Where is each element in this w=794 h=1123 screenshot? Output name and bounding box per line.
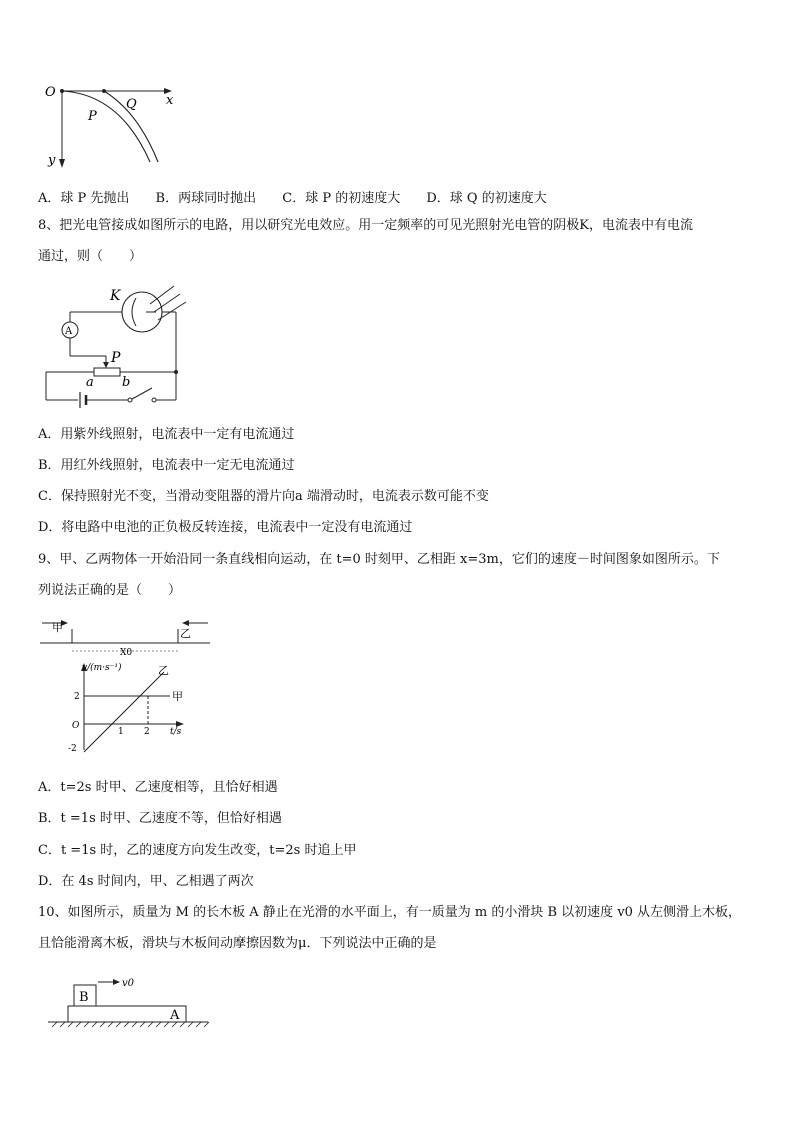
q9-stem-line2: 列说法正确的是（ ）: [38, 583, 182, 598]
line-label-jia: 甲: [172, 690, 183, 703]
label-x0: X0: [120, 648, 133, 655]
origin-label: O: [45, 85, 56, 100]
label-P: P: [111, 350, 121, 366]
q9-option-b: B．t =1s 时甲、乙速度不等，但恰好相遇: [38, 811, 282, 826]
label-yi: 乙: [180, 627, 191, 640]
q7-projectile-figure: [40, 82, 190, 172]
q7-option-c: C．球 P 的初速度大: [282, 191, 401, 206]
q8-circuit-figure: [40, 282, 190, 412]
label-jia: 甲: [52, 621, 63, 634]
q9-option-a: A．t=2s 时甲、乙速度相等，且恰好相遇: [38, 780, 278, 795]
ammeter-label: A: [65, 326, 73, 337]
tick-2: 2: [74, 692, 80, 702]
label-b: b: [122, 375, 131, 390]
q10-stem-line2: 且恰能滑离木板，滑块与木板间动摩擦因数为μ．下列说法中正确的是: [38, 936, 437, 951]
label-a: a: [86, 375, 94, 390]
label-B: B: [79, 990, 89, 1005]
q10-block-figure: [44, 972, 214, 1032]
label-Q: Q: [126, 97, 137, 112]
q8-option-b: B．用红外线照射，电流表中一定无电流通过: [38, 458, 295, 473]
y-axis-label: y: [48, 153, 56, 168]
q8-option-a: A．用紫外线照射，电流表中一定有电流通过: [38, 427, 295, 442]
q9-option-d: D．在 4s 时间内，甲、乙相遇了两次: [38, 874, 254, 889]
label-P: P: [88, 109, 97, 124]
tick-neg2: -2: [68, 744, 77, 754]
x-axis-label: x: [166, 93, 174, 108]
q9-option-c: C．t =1s 时，乙的速度方向发生改变，t=2s 时追上甲: [38, 843, 357, 858]
q10-stem-line1: 10、如图所示，质量为 M 的长木板 A 静止在光滑的水平面上，有一质量为 m 的小滑块 B 以初速度 v0 从左侧滑上木板，: [38, 905, 742, 920]
label-K: K: [110, 288, 121, 304]
q8-stem-line1: 8、把光电管接成如图所示的电路，用以研究光电效应。用一定频率的可见光照射光电管的阴极K，电流表中有电流: [38, 218, 693, 233]
origin-label: O: [72, 721, 80, 731]
label-v0: v0: [122, 978, 135, 989]
v-axis-label: v/(m·s⁻¹): [82, 663, 122, 673]
q7-option-b: B．两球同时抛出: [155, 191, 257, 206]
q7-option-a: A．球 P 先抛出: [38, 191, 130, 206]
q9-motion-figure: [38, 615, 218, 655]
q9-stem-line1: 9、甲、乙两物体一开始沿同一条直线相向运动，在 t=0 时刻甲、乙相距 x=3m，它们的速度－时间图象如图所示。下: [38, 552, 720, 567]
q7-option-d: D．球 Q 的初速度大: [426, 191, 547, 206]
tick-t2: 2: [144, 727, 150, 737]
q7-options: [38, 187, 569, 206]
t-axis-label: t/s: [170, 727, 182, 737]
line-label-yi: 乙: [158, 664, 169, 677]
q8-option-c: C．保持照射光不变，当滑动变阻器的滑片向a 端滑动时，电流表示数可能不变: [38, 489, 489, 504]
q8-option-d: D．将电路中电池的正负极反转连接，电流表中一定没有电流通过: [38, 520, 413, 535]
q8-stem-line2: 通过，则（ ）: [38, 249, 143, 264]
label-A: A: [170, 1008, 180, 1023]
tick-t1: 1: [118, 727, 124, 737]
q9-vt-graph: [60, 658, 200, 758]
